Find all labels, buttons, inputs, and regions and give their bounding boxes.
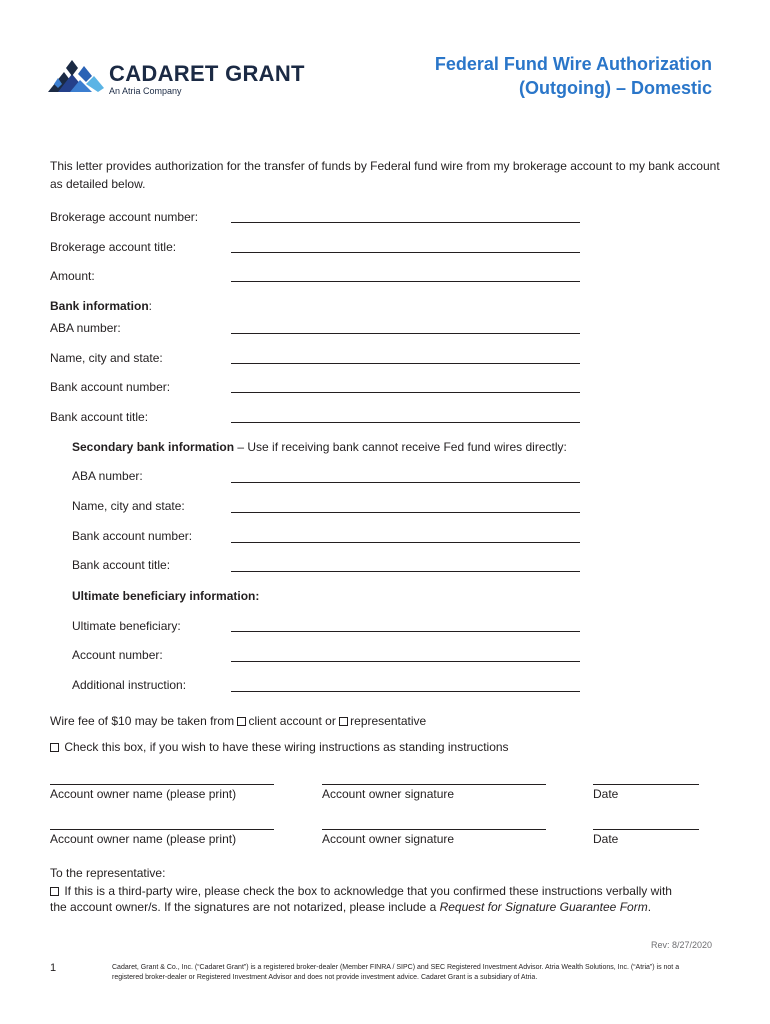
disclaimer-line-2: registered broker-dealer or Registered Investment Advisor and does not provide investment advice. Cadaret Grant is a subsidiary of Atria. (112, 974, 538, 981)
amount-field[interactable] (231, 281, 580, 282)
bank-information-heading (50, 299, 152, 313)
bank-account-title-label: Bank account title: (50, 410, 149, 424)
secondary-bank-account-number-field[interactable] (231, 542, 580, 543)
intro-paragraph: This letter provides authorization for the transfer of funds by Federal fund wire from my brokerage account to my bank account as detailed below. (50, 159, 720, 191)
revision-date: Rev: 8/27/2020 (650, 940, 712, 950)
secondary-bank-heading (72, 440, 567, 454)
secondary-bank-account-title-field[interactable] (231, 571, 580, 572)
standing-instructions-label: Check this box, if you wish to have these wiring instructions as standing instructions (64, 740, 509, 754)
representative-heading: To the representative: (50, 866, 166, 880)
secondary-name-city-state-label: Name, city and state: (72, 499, 185, 513)
third-party-line-2 (50, 900, 651, 914)
beneficiary-heading: Ultimate beneficiary information: (72, 589, 260, 603)
wire-fee-line (50, 714, 426, 728)
page-number: 1 (50, 962, 57, 974)
secondary-aba-number-label: ABA number: (72, 469, 143, 483)
bank-information-heading-colon: : (148, 299, 153, 313)
third-party-text-2: the account owner/s. If the signatures are not notarized, please include a (50, 900, 440, 914)
date-line-2[interactable] (593, 829, 699, 830)
standing-instructions-checkbox[interactable] (50, 743, 59, 752)
brokerage-account-title-label: Brokerage account title: (50, 240, 177, 254)
bank-account-number-label: Bank account number: (50, 380, 171, 394)
title-line-2: (Outgoing) – Domestic (519, 78, 712, 98)
bank-name-city-state-label: Name, city and state: (50, 351, 163, 365)
bank-name-city-state-field[interactable] (231, 363, 580, 364)
beneficiary-account-number-field[interactable] (231, 661, 580, 662)
bank-account-title-field[interactable] (231, 422, 580, 423)
brokerage-account-title-field[interactable] (231, 252, 580, 253)
disclaimer-line-1: Cadaret, Grant & Co., Inc. (“Cadaret Grant”) is a registered broker-dealer (Member FINRA / SIPC) and SEC Registered Investment Advisor. Atria Wealth Solutions, Inc. (“Atria”) is not a (112, 964, 680, 971)
standing-instructions-line (50, 740, 509, 754)
ultimate-beneficiary-field[interactable] (231, 631, 580, 632)
owner-signature-label-1: Account owner signature (322, 787, 455, 801)
wire-fee-text: Wire fee of $10 may be taken from (50, 714, 235, 728)
page-title (332, 52, 712, 100)
ultimate-beneficiary-label: Ultimate beneficiary: (72, 619, 181, 633)
client-account-option-label: client account or (248, 714, 336, 728)
client-account-checkbox[interactable] (237, 717, 246, 726)
additional-instruction-field[interactable] (231, 691, 580, 692)
representative-option-label: representative (350, 714, 427, 728)
aba-number-field[interactable] (231, 333, 580, 334)
third-party-checkbox[interactable] (50, 887, 59, 896)
additional-instruction-label: Additional instruction: (72, 678, 187, 692)
brokerage-account-number-field[interactable] (231, 222, 580, 223)
third-party-text-2-end: . (647, 900, 652, 914)
owner-name-label-1: Account owner name (please print) (50, 787, 237, 801)
amount-label: Amount: (50, 269, 95, 283)
date-label-1: Date (593, 787, 619, 801)
date-line-1[interactable] (593, 784, 699, 785)
third-party-line-1 (50, 884, 672, 898)
title-line-1: Federal Fund Wire Authorization (434, 54, 712, 74)
secondary-bank-account-title-label: Bank account title: (72, 558, 171, 572)
secondary-bank-heading-note: – Use if receiving bank cannot receive Fed fund wires directly: (234, 440, 567, 454)
date-label-2: Date (593, 832, 619, 846)
aba-number-label: ABA number: (50, 321, 121, 335)
beneficiary-account-number-label: Account number: (72, 648, 163, 662)
logo-tagline: An Atria Company (109, 86, 182, 96)
signature-guarantee-form-name: Request for Signature Guarantee Form (439, 900, 648, 914)
brokerage-account-number-label: Brokerage account number: (50, 210, 199, 224)
representative-checkbox[interactable] (339, 717, 348, 726)
owner-name-line-2[interactable] (50, 829, 274, 830)
owner-name-line-1[interactable] (50, 784, 274, 785)
owner-name-label-2: Account owner name (please print) (50, 832, 237, 846)
logo-wordmark: CADARET GRANT (109, 61, 305, 86)
third-party-text-1: If this is a third-party wire, please check the box to acknowledge that you confirmed these instructions verbally with (64, 884, 672, 898)
secondary-name-city-state-field[interactable] (231, 512, 580, 513)
secondary-bank-heading-text: Secondary bank information (72, 440, 235, 454)
secondary-bank-account-number-label: Bank account number: (72, 529, 193, 543)
owner-signature-line-1[interactable] (322, 784, 546, 785)
bank-account-number-field[interactable] (231, 392, 580, 393)
owner-signature-line-2[interactable] (322, 829, 546, 830)
bank-information-heading-text: Bank information (50, 299, 149, 313)
owner-signature-label-2: Account owner signature (322, 832, 455, 846)
secondary-aba-number-field[interactable] (231, 482, 580, 483)
